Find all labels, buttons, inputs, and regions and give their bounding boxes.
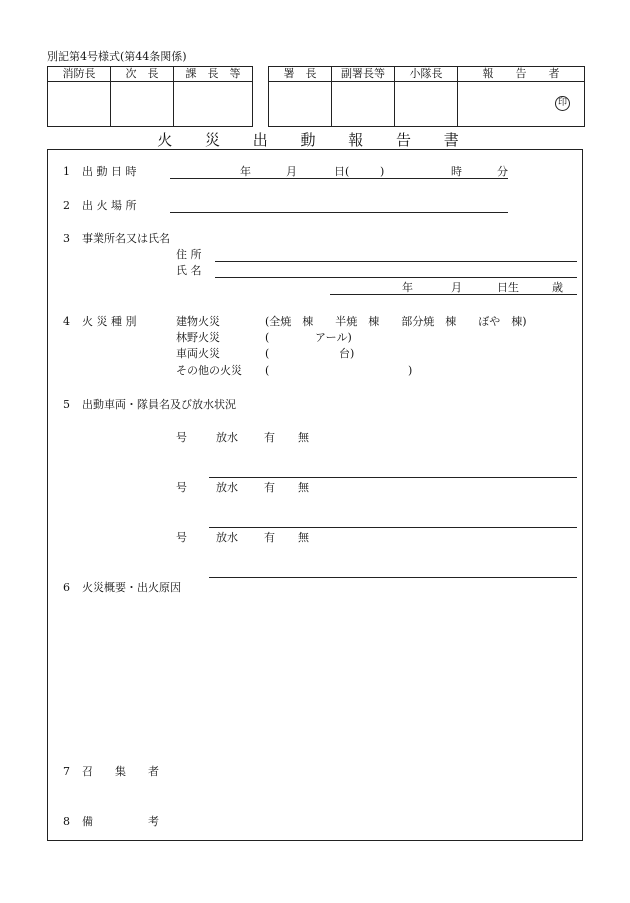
other-fire-close: ) xyxy=(408,364,413,377)
vehicle-row-3-number: 号 xyxy=(176,531,187,544)
fire-location-field[interactable] xyxy=(170,212,508,213)
birth-month-label: 月 xyxy=(451,281,462,294)
dispatch-minute-label: 分 xyxy=(497,165,508,178)
forest-fire-open: ( xyxy=(265,331,270,344)
address-label: 住 所 xyxy=(176,248,202,261)
vehicle-row-2-water: 放水 xyxy=(216,481,238,494)
vehicle-row-3-no[interactable]: 無 xyxy=(298,531,309,544)
stamp-box-reporter[interactable] xyxy=(458,82,585,127)
approver-station-chief: 署 長 xyxy=(269,67,332,82)
approver-deputy-station-chief: 副署長等 xyxy=(332,67,395,82)
vehicle-row-2-no[interactable]: 無 xyxy=(298,481,309,494)
approver-fire-chief: 消防長 xyxy=(48,67,111,82)
stamp-box-station-chief[interactable] xyxy=(269,82,332,127)
seal-icon: 印 xyxy=(555,96,570,111)
item-5-label: 出動車両・隊員名及び放水状況 xyxy=(82,398,236,411)
vehicle-row-3-yes[interactable]: 有 xyxy=(264,531,275,544)
name-label: 氏 名 xyxy=(176,264,202,277)
item-6-number: 6 xyxy=(63,581,70,594)
item-2-number: 2 xyxy=(63,199,70,212)
vehicle-row-1-no[interactable]: 無 xyxy=(298,431,309,444)
approver-deputy-chief: 次 長 xyxy=(111,67,174,82)
form-number-label: 別記第4号様式(第44条関係) xyxy=(47,50,187,63)
other-fire-open: ( xyxy=(265,364,270,377)
item-1-number: 1 xyxy=(63,165,70,178)
item-4-label: 火 災 種 別 xyxy=(82,315,137,328)
item-7-number: 7 xyxy=(63,765,70,778)
approver-section-chief: 課 長 等 xyxy=(174,67,253,82)
item-3-number: 3 xyxy=(63,232,70,245)
vehicle-row-1-yes[interactable]: 有 xyxy=(264,431,275,444)
dispatch-month-label: 月 xyxy=(286,165,297,178)
item-5-number: 5 xyxy=(63,398,70,411)
approval-stamp-table-right xyxy=(268,66,585,127)
item-3-label: 事業所名又は氏名 xyxy=(82,232,170,245)
birth-day-label: 日生 xyxy=(497,281,519,294)
other-fire-label: その他の火災 xyxy=(176,364,242,377)
vehicle-row-1-water: 放水 xyxy=(216,431,238,444)
vehicle-row-3-crew-field[interactable] xyxy=(209,577,577,578)
birth-year-label: 年 xyxy=(402,281,413,294)
age-label: 歳 xyxy=(552,281,563,294)
item-6-label: 火災概要・出火原因 xyxy=(82,581,181,594)
approval-stamp-table-left xyxy=(47,66,253,127)
vehicle-row-1-crew-field[interactable] xyxy=(209,477,577,478)
stamp-box-deputy-chief[interactable] xyxy=(111,82,174,127)
forest-fire-unit: アール) xyxy=(315,331,352,344)
summoner-field[interactable] xyxy=(170,760,575,784)
vehicle-row-2-number: 号 xyxy=(176,481,187,494)
item-8-label: 備 考 xyxy=(82,815,159,828)
item-2-label: 出 火 場 所 xyxy=(82,199,137,212)
vehicle-row-1-number: 号 xyxy=(176,431,187,444)
remarks-field[interactable] xyxy=(170,810,575,834)
vehicle-fire-unit: 台) xyxy=(339,347,355,360)
item-4-number: 4 xyxy=(63,315,70,328)
forest-fire-label: 林野火災 xyxy=(176,331,220,344)
fire-summary-field[interactable] xyxy=(170,598,575,748)
vehicle-fire-open: ( xyxy=(265,347,270,360)
stamp-box-platoon-leader[interactable] xyxy=(395,82,458,127)
dispatch-time-field[interactable] xyxy=(170,178,508,179)
dispatch-year-label: 年 xyxy=(240,165,251,178)
birthdate-field[interactable] xyxy=(330,294,577,295)
vehicle-fire-label: 車両火災 xyxy=(176,347,220,360)
item-1-label: 出 動 日 時 xyxy=(82,165,137,178)
dispatch-day-close: ) xyxy=(380,165,385,178)
dispatch-hour-label: 時 xyxy=(451,165,462,178)
vehicle-row-3-water: 放水 xyxy=(216,531,238,544)
stamp-box-section-chief[interactable] xyxy=(174,82,253,127)
name-field[interactable] xyxy=(215,277,577,278)
vehicle-row-2-crew-field[interactable] xyxy=(209,527,577,528)
dispatch-day-label: 日( xyxy=(334,165,350,178)
building-fire-label: 建物火災 xyxy=(176,315,220,328)
item-8-number: 8 xyxy=(63,815,70,828)
stamp-box-deputy-station-chief[interactable] xyxy=(332,82,395,127)
approver-reporter: 報 告 者 xyxy=(458,67,585,82)
item-7-label: 召 集 者 xyxy=(82,765,159,778)
approver-platoon-leader: 小隊長 xyxy=(395,67,458,82)
stamp-box-fire-chief[interactable] xyxy=(48,82,111,127)
building-fire-detail: (全焼 棟 半焼 棟 部分焼 棟 ぼや 棟) xyxy=(265,315,527,328)
vehicle-row-2-yes[interactable]: 有 xyxy=(264,481,275,494)
address-field[interactable] xyxy=(215,261,577,262)
report-title: 火 災 出 動 報 告 書 xyxy=(157,131,473,149)
